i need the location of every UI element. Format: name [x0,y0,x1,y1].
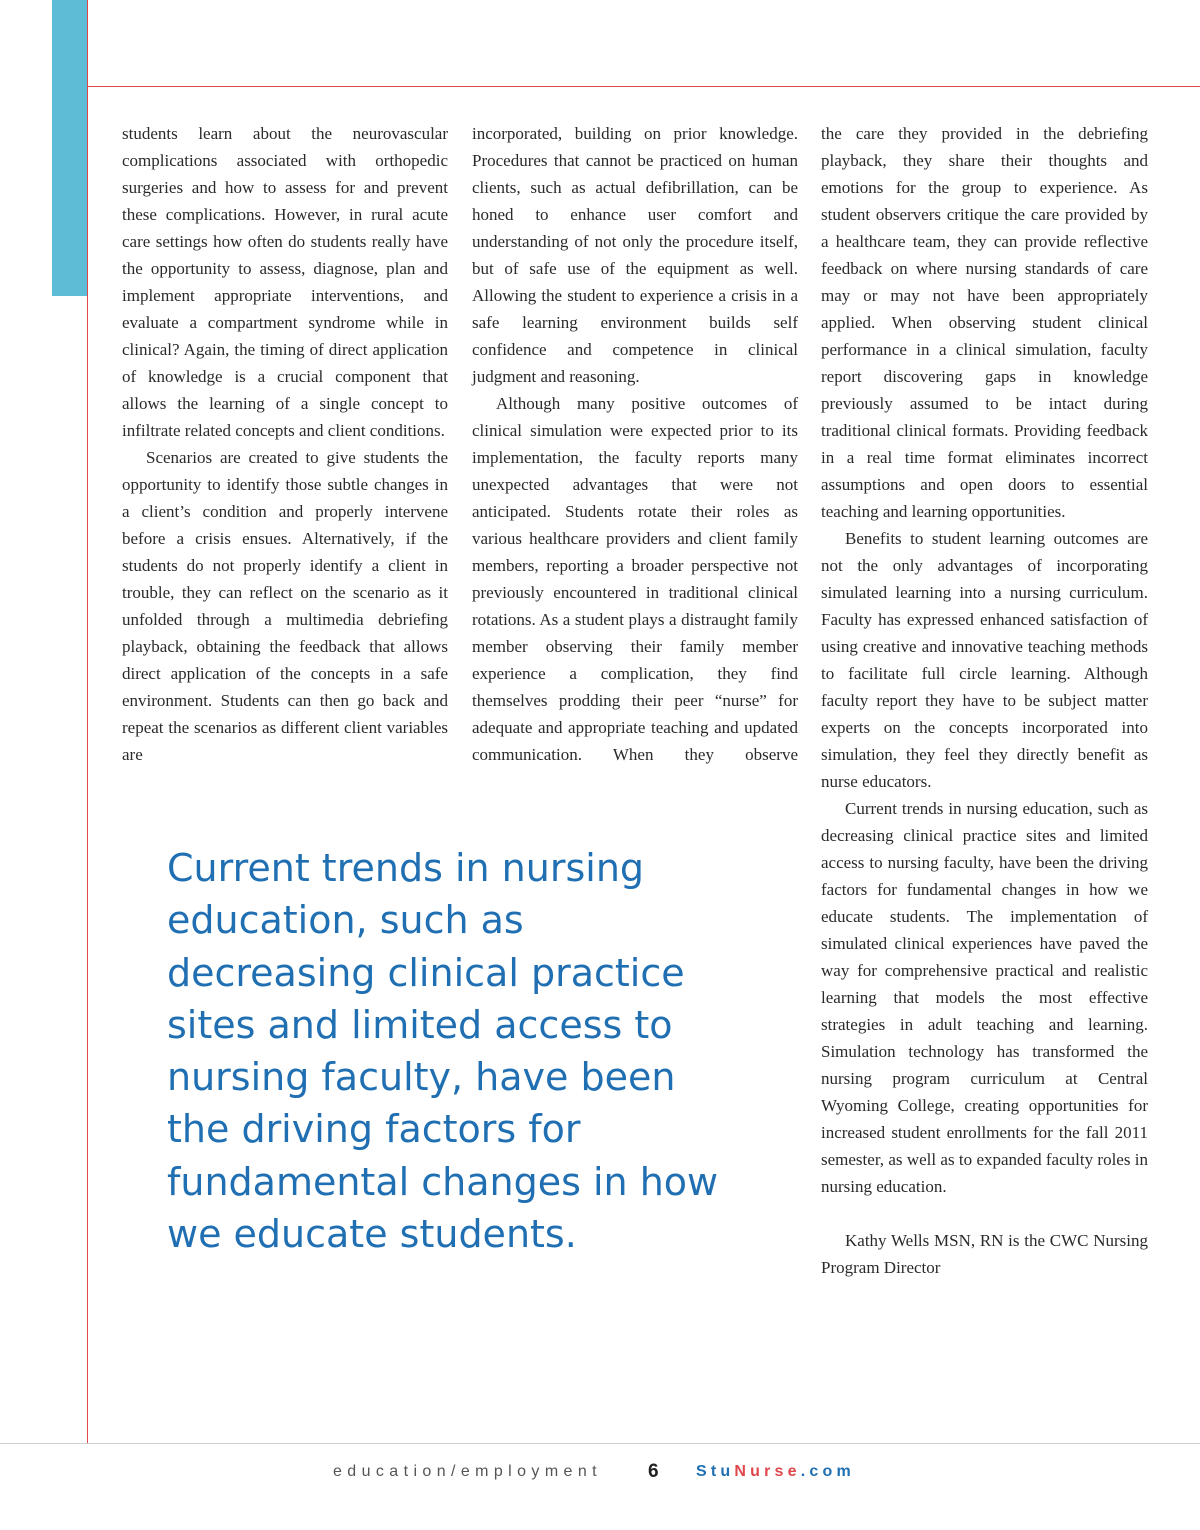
header-rule [87,86,1200,87]
page-number: 6 [648,1461,659,1482]
column1-paragraph-2: Scenarios are created to give students the opportunity to identify those subtle changes in a client’s condition and properly intervene before a crisis ensues. Alternatively, if the students do not properly identify a client in trouble, they can reflect on the scenario as it unfolded through a multimedia debriefing playback, obtaining the feedback that allows direct application of the concepts in a safe environment. Students can then go back and repeat the scenarios as different client variables are [122,448,448,764]
page-footer [0,1458,1200,1486]
column2-paragraph-2: Although many positive outcomes of clinical simulation were expected prior to its implementation, the faculty reports many unexpected advantages that were not anticipated. Students rotate their roles as various healthcare providers and client family members, reporting a broader perspective not previously encountered in traditional clinical rotations. As a student plays a distraught family member observing their family member experience a complication, they find themselves prodding their peer “nurse” for adequate and appropriate teaching and updated communication. When they observe [472,394,798,764]
column3-paragraph-3: Current trends in nursing education, such as decreasing clinical practice sites and limited access to nursing faculty, have been the driving factors for fundamental changes in how we educate students. The implementation of simulated clinical experiences have paved the way for comprehensive practical and realistic learning that models the most effective strategies in adult teaching and learning. Simulation technology has transformed the nursing program curriculum at Central Wyoming College, creating opportunities for increased student enrollments for the fall 2011 semester, as well as to expanded faculty roles in nursing education. [821,799,1148,1196]
site-name-nurse: Nurse [734,1463,801,1480]
footer-section-label: education/employment [333,1463,602,1480]
author-byline: Kathy Wells MSN, RN is the CWC Nursing Program Director [821,1231,1148,1277]
column1-paragraph-1: students learn about the neurovascular complications associated with orthopedic surgeries and how to assess for and prevent these complications. However, in rural acute care settings how often do students really have the opportunity to assess, diagnose, plan and implement appropriate interventions, and evaluate a compartment syndrome while in clinical? Again, the timing of direct application of knowledge is a crucial component that allows the learning of a single concept to infiltrate related concepts and client conditions. [122,124,448,440]
column3-paragraph-1: the care they provided in the debriefing playback, they share their thoughts and emotions for the group to experience. As student observers critique the care provided by a healthcare team, they can provide reflective feedback on where nursing standards of care may or may not have been appropriately applied. When observing student clinical performance in a clinical simulation, faculty report discovering gaps in knowledge previously assumed to be intact during traditional clinical formats. Providing feedback in a real time format eliminates incorrect assumptions and open doors to essential teaching and learning opportunities. [821,124,1148,521]
article-column-1 [122,120,448,768]
column2-paragraph-1: incorporated, building on prior knowledge. Procedures that cannot be practiced on human clients, such as actual defibrillation, can be honed to enhance user comfort and understanding of not only the procedure itself, but of safe use of the equipment as well. Allowing the student to experience a crisis in a safe learning environment builds self confidence and competence in clinical judgment and reasoning. [472,124,798,386]
pull-quote: Current trends in nursing education, such as decreasing clinical practice sites and limited access to nursing faculty, have been the driving factors for fundamental changes in how we educate students. [167,846,719,1257]
blue-margin-tab [52,0,88,296]
column3-paragraph-2: Benefits to student learning outcomes are not the only advantages of incorporating simulated learning into a nursing curriculum. Faculty has expressed enhanced satisfaction of using creative and innovative teaching methods to facilitate full circle learning. Although faculty report they have to be subject matter experts on the concepts incorporated into simulation, they feel they directly benefit as nurse educators. [821,529,1148,791]
footer-rule [0,1443,1200,1444]
left-margin-rule [87,0,88,1443]
article-column-2 [472,120,798,768]
article-column-3 [821,120,1148,1281]
site-name-dotcom: .com [800,1463,855,1480]
site-name-stu: Stu [696,1463,735,1480]
footer-site-name [696,1458,855,1486]
